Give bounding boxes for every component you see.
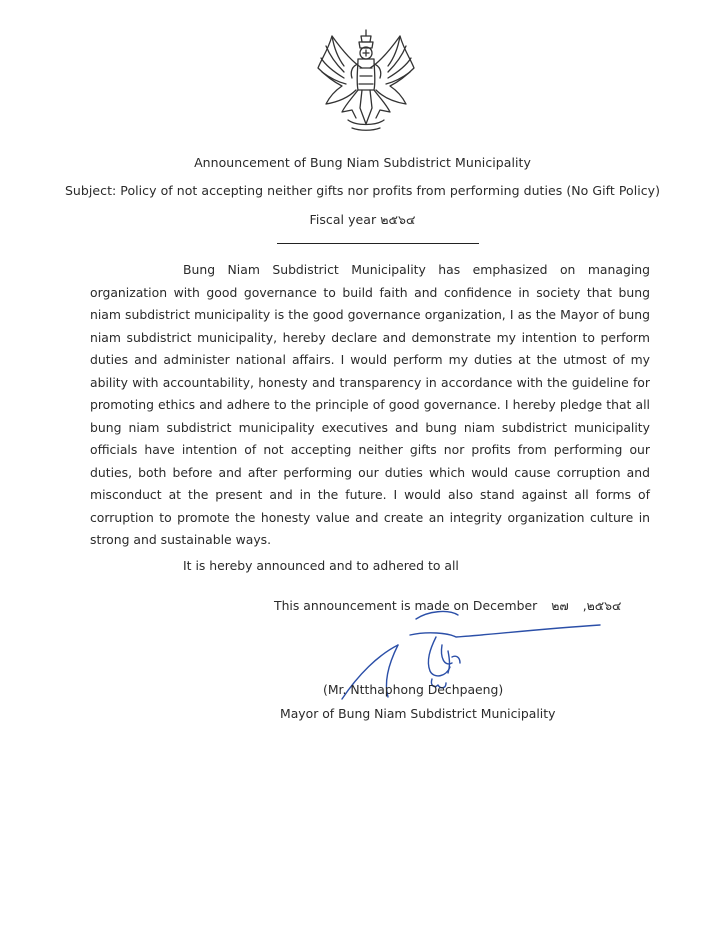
heading-divider [277, 243, 479, 244]
signer-title: Mayor of Bung Niam Subdistrict Municipality [280, 706, 556, 721]
date-prefix: This announcement is made on December [274, 598, 538, 613]
announcement-title: Announcement of Bung Niam Subdistrict Municipality [194, 155, 531, 170]
date-year: ,๒๕๖๔ [582, 598, 622, 613]
signer-name: (Mr. Ntthaphong Dechpaeng) [323, 682, 504, 697]
announcement-body: Bung Niam Subdistrict Municipality has emphasized on managing organization with good governance to build faith and confidence in society that bung niam subdistrict municipality is the good governance organization, I as the Mayor of bung niam subdistrict municipality, hereby declare and demonstrate my intention to perform duties and administer national affairs. I would perform my duties at the utmost of my ability with accountability, honesty and transparency in accordance with the guideline for promoting ethics and adhere to the principle of good governance. I hereby pledge that all bung niam subdistrict municipality executives and bung niam subdistrict municipality officials have intention of not accepting neither gifts nor profits from performing our duties, both before and after performing our duties which would cause corruption and misconduct at the present and in the future. I would also stand against all forms of corruption to promote the honesty value and create an integrity organization culture in strong and sustainable ways. [90, 262, 650, 547]
garuda-emblem-icon [312, 28, 420, 132]
fiscal-year: Fiscal year ๒๕๖๔ [309, 212, 416, 227]
announcement-subject: Subject: Policy of not accepting neither gifts nor profits from performing duties (No Gift Policy) [64, 183, 661, 198]
closing-statement: It is hereby announced and to adhered to all [183, 558, 459, 573]
date-day: ๒๗ [551, 598, 569, 613]
